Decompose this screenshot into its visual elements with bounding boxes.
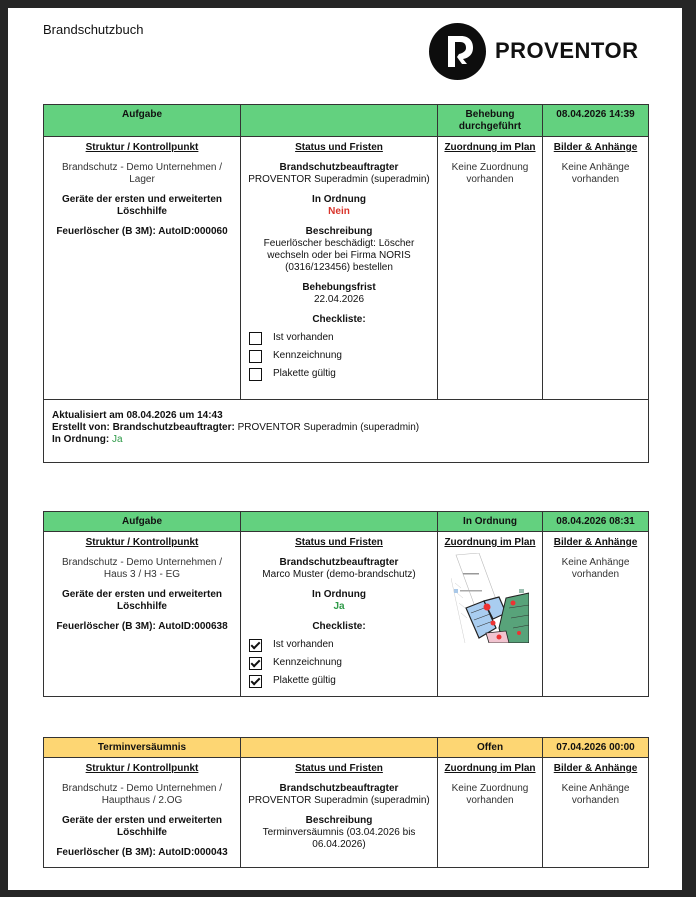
attachments-text: Keine Anhänge vorhanden <box>561 783 630 806</box>
task-type: Aufgabe <box>44 105 241 137</box>
checklist-item[interactable]: Plakette gültig <box>249 368 431 380</box>
category: Geräte der ersten und erweiterten Löschhilfe <box>61 194 223 217</box>
attachments-text: Keine Anhänge vorhanden <box>561 557 630 580</box>
plan-cell: Zuordnung im Plan <box>438 532 543 697</box>
proventor-logo <box>429 22 638 80</box>
attachments-cell: Bilder & Anhänge Keine Anhänge vorhanden <box>543 758 649 868</box>
logo-text: PROVENTOR <box>495 38 639 63</box>
entry-state: In Ordnung <box>438 512 543 532</box>
entry-state: Offen <box>438 738 543 758</box>
checkbox-icon[interactable] <box>249 350 262 363</box>
attachments-cell: Bilder & Anhänge Keine Anhänge vorhanden <box>543 137 649 400</box>
document-title: Brandschutzbuch <box>43 22 144 37</box>
logo-p-icon <box>429 23 486 80</box>
description: Terminversäumnis (03.04.2026 bis 06.04.2026) <box>262 827 416 850</box>
entry-state: Behebung durchgeführt <box>438 105 543 137</box>
officer: PROVENTOR Superadmin (superadmin) <box>248 174 430 185</box>
ok-value: Nein <box>328 206 350 217</box>
deadline: 22.04.2026 <box>313 294 365 305</box>
location: Brandschutz - Demo Unternehmen / Lager <box>61 162 223 185</box>
object-id: Feuerlöscher (B 3M): AutoID:000638 <box>56 621 228 632</box>
entry-card <box>43 737 649 868</box>
checkbox-checked-icon[interactable] <box>249 657 262 670</box>
ok-value: Ja <box>333 601 345 612</box>
plan-text: Keine Zuordnung vorhanden <box>451 162 529 185</box>
entry-datetime: 08.04.2026 08:31 <box>543 512 649 532</box>
footer-ok-value: Ja <box>112 434 123 445</box>
created-by: PROVENTOR Superadmin (superadmin) <box>237 422 420 433</box>
category: Geräte der ersten und erweiterten Löschhilfe <box>61 815 223 838</box>
task-type: Aufgabe <box>44 512 241 532</box>
attachments-cell: Bilder & Anhänge Keine Anhänge vorhanden <box>543 532 649 697</box>
entry-datetime: 08.04.2026 14:39 <box>543 105 649 137</box>
location: Brandschutz - Demo Unternehmen / Haus 3 / H3 - EG <box>61 557 223 580</box>
updated-at: Aktualisiert am 08.04.2026 um 14:43 <box>52 410 223 421</box>
location: Brandschutz - Demo Unternehmen / Haupthaus / 2.OG <box>61 783 223 806</box>
checkbox-checked-icon[interactable] <box>249 675 262 688</box>
description: Feuerlöscher beschädigt: Löscher wechseln oder bei Firma NORIS (0316/123456) bestellen <box>263 238 415 273</box>
entry-footer: Aktualisiert am 08.04.2026 um 14:43 Erstellt von: Brandschutzbeauftragter: PROVENTOR Superadmin (superadmin) In Ordnung: Ja <box>44 400 649 463</box>
document-page <box>8 8 682 890</box>
attachments-text: Keine Anhänge vorhanden <box>561 162 630 185</box>
checklist-item[interactable]: Kennzeichnung <box>249 657 431 669</box>
entry-card <box>43 511 649 697</box>
object-id: Feuerlöscher (B 3M): AutoID:000043 <box>56 847 228 858</box>
checkbox-icon[interactable] <box>249 332 262 345</box>
checkbox-checked-icon[interactable] <box>249 639 262 652</box>
floor-plan-thumbnail[interactable] <box>451 553 529 643</box>
structure-cell: Struktur / Kontrollpunkt Brandschutz - Demo Unternehmen / Haus 3 / H3 - EG Geräte der ersten und erweiterten Löschhilfe Feuerlöscher (B 3M): AutoID:000638 <box>44 532 241 697</box>
checklist-item[interactable]: Ist vorhanden <box>249 639 431 651</box>
status-cell: Status und Fristen Brandschutzbeauftragter PROVENTOR Superadmin (superadmin) Beschreibung Terminversäumnis (03.04.2026 bis 06.04.2026) <box>241 758 438 868</box>
entry-datetime: 07.04.2026 00:00 <box>543 738 649 758</box>
checkbox-icon[interactable] <box>249 368 262 381</box>
structure-cell: Struktur / Kontrollpunkt Brandschutz - Demo Unternehmen / Haupthaus / 2.OG Geräte der ersten und erweiterten Löschhilfe Feuerlöscher (B 3M): AutoID:000043 <box>44 758 241 868</box>
checklist-item[interactable]: Plakette gültig <box>249 675 431 687</box>
status-cell: Status und Fristen Brandschutzbeauftragter PROVENTOR Superadmin (superadmin) In Ordnung Nein Beschreibung Feuerlöscher beschädigt: Löscher wechseln oder bei Firma NORIS (0316/123456) bestellen Behebungsfrist 22.04.2026 Checkliste: Ist vorhanden Kennzeichnung Plakette gültig <box>241 137 438 400</box>
object-id: Feuerlöscher (B 3M): AutoID:000060 <box>56 226 228 237</box>
plan-cell: Zuordnung im Plan Keine Zuordnung vorhanden <box>438 758 543 868</box>
officer: PROVENTOR Superadmin (superadmin) <box>248 795 430 806</box>
task-type: Terminversäumnis <box>44 738 241 758</box>
plan-cell: Zuordnung im Plan Keine Zuordnung vorhanden <box>438 137 543 400</box>
officer: Marco Muster (demo-brandschutz) <box>262 569 416 580</box>
category: Geräte der ersten und erweiterten Löschhilfe <box>61 589 223 612</box>
entry-card <box>43 104 649 463</box>
checklist-item[interactable]: Ist vorhanden <box>249 332 431 344</box>
checklist-item[interactable]: Kennzeichnung <box>249 350 431 362</box>
status-cell: Status und Fristen Brandschutzbeauftragter Marco Muster (demo-brandschutz) In Ordnung Ja Checkliste: Ist vorhanden Kennzeichnung Plakette gültig <box>241 532 438 697</box>
plan-text: Keine Zuordnung vorhanden <box>451 783 529 806</box>
structure-cell: Struktur / Kontrollpunkt Brandschutz - Demo Unternehmen / Lager Geräte der ersten und erweiterten Löschhilfe Feuerlöscher (B 3M): AutoID:000060 <box>44 137 241 400</box>
